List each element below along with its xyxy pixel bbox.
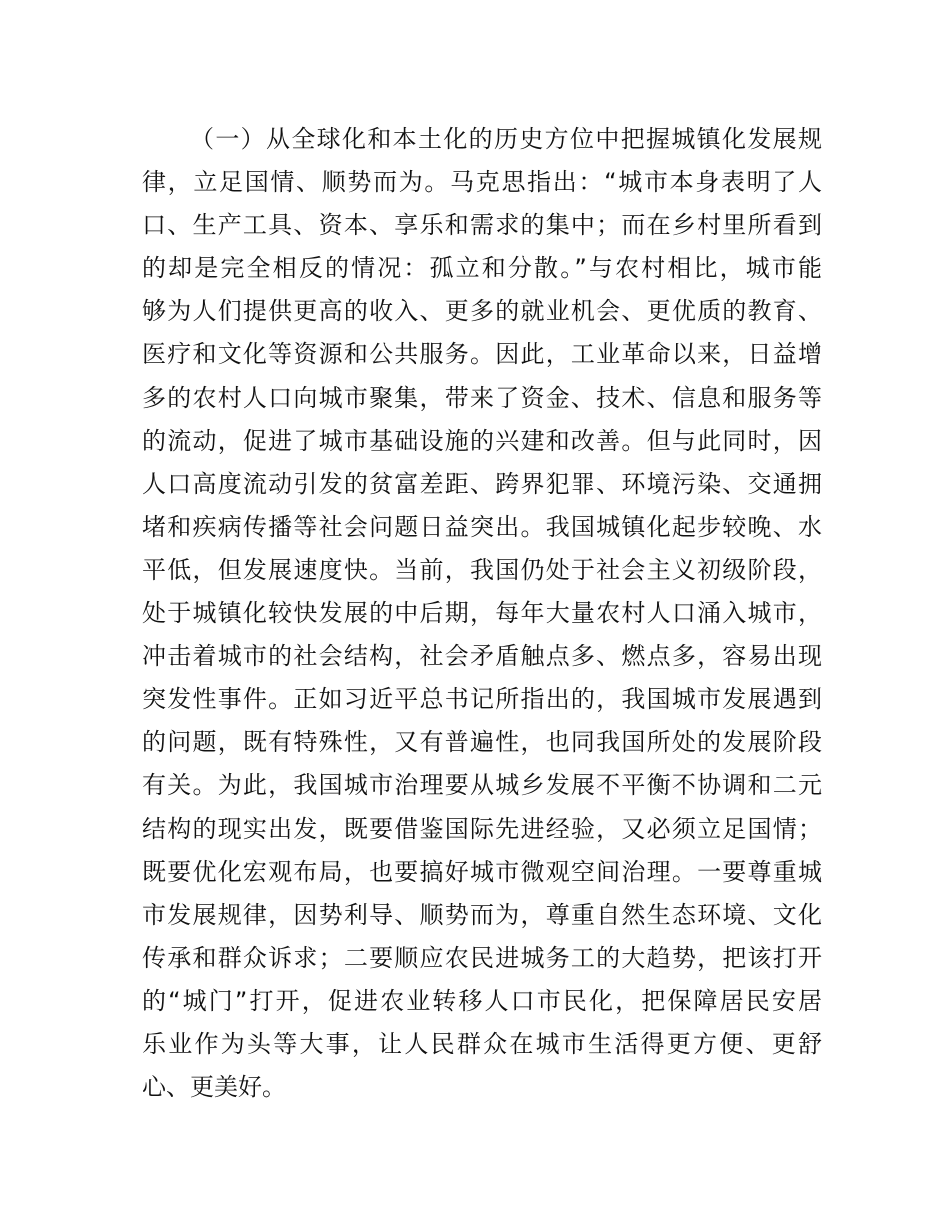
paragraph-line: （一）从全球化和本土化的历史方位中把握城镇化发展规 xyxy=(190,125,822,153)
paragraph-line: 人口高度流动引发的贫富差距、跨界犯罪、环境污染、交通拥 xyxy=(142,469,822,498)
paragraph-line: 的却是完全相反的情况：孤立和分散。”与农村相比，城市能 xyxy=(142,254,822,283)
paragraph-line: 乐业作为头等大事，让人民群众在城市生活得更方便、更舒 xyxy=(142,1029,822,1058)
paragraph-line: 传承和群众诉求；二要顺应农民进城务工的大趋势，把该打开 xyxy=(142,943,822,972)
paragraph-line: 心、更美好。 xyxy=(142,1073,286,1102)
paragraph-line: 多的农村人口向城市聚集，带来了资金、技术、信息和服务等 xyxy=(142,383,822,412)
paragraph-line: 结构的现实出发，既要借鉴国际先进经验，又必须立足国情； xyxy=(142,814,822,843)
paragraph-line: 有关。为此，我国城市治理要从城乡发展不平衡不协调和二元 xyxy=(142,771,822,800)
paragraph-line: 既要优化宏观布局，也要搞好城市微观空间治理。一要尊重城 xyxy=(142,857,822,886)
body-paragraph xyxy=(142,118,822,1109)
paragraph-line: 堵和疾病传播等社会问题日益突出。我国城镇化起步较晚、水 xyxy=(142,512,822,541)
paragraph-line: 口、生产工具、资本、享乐和需求的集中；而在乡村里所看到 xyxy=(142,211,822,240)
paragraph-line: 处于城镇化较快发展的中后期，每年大量农村人口涌入城市， xyxy=(142,599,822,628)
paragraph-line: 冲击着城市的社会结构，社会矛盾触点多、燃点多，容易出现 xyxy=(142,642,822,671)
paragraph-line: 市发展规律，因势利导、顺势而为，尊重自然生态环境、文化 xyxy=(142,900,822,929)
paragraph-line: 突发性事件。正如习近平总书记所指出的，我国城市发展遇到 xyxy=(142,685,822,714)
paragraph-line: 律，立足国情、顺势而为。马克思指出：“城市本身表明了人 xyxy=(142,168,822,197)
paragraph-line: 的“城门”打开，促进农业转移人口市民化，把保障居民安居 xyxy=(142,986,822,1015)
paragraph-line: 平低，但发展速度快。当前，我国仍处于社会主义初级阶段， xyxy=(142,555,822,584)
paragraph-line: 医疗和文化等资源和公共服务。因此，工业革命以来，日益增 xyxy=(142,340,822,369)
paragraph-line: 够为人们提供更高的收入、更多的就业机会、更优质的教育、 xyxy=(142,297,822,326)
paragraph-line: 的流动，促进了城市基础设施的兴建和改善。但与此同时，因 xyxy=(142,426,822,455)
paragraph-line: 的问题，既有特殊性，又有普遍性，也同我国所处的发展阶段 xyxy=(142,728,822,757)
